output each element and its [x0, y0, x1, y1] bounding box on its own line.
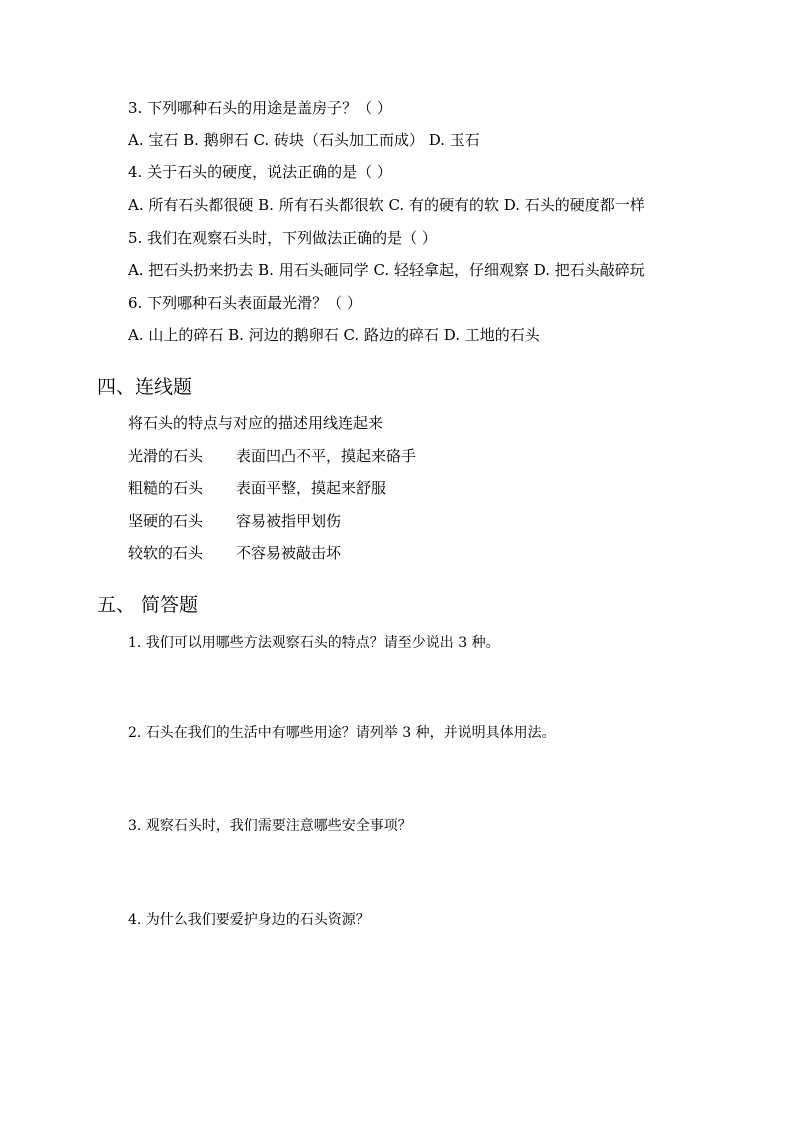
- short-answer-question-2: 2. 石头在我们的生活中有哪些用途？请列举 3 种，并说明具体用法。: [128, 725, 556, 741]
- question-4-options: A. 所有石头都很硬 B. 所有石头都很软 C. 有的硬有的软 D. 石头的硬度都一样: [128, 196, 645, 214]
- question-3-options: A. 宝石 B. 鹅卵石 C. 砖块（石头加工而成） D. 玉石: [128, 131, 480, 149]
- matching-right-item: 不容易被敲击坏: [236, 544, 342, 562]
- matching-pair: [128, 511, 341, 531]
- matching-pair: [128, 543, 341, 563]
- matching-left-item: 粗糙的石头: [128, 479, 204, 497]
- question-6: 6. 下列哪种石头表面最光滑？（ ）: [128, 294, 362, 312]
- matching-pair: [128, 478, 386, 498]
- short-answer-section-title: 五、 简答题: [97, 594, 199, 616]
- matching-left-item: 光滑的石头: [128, 447, 204, 465]
- matching-instruction: 将石头的特点与对应的描述用线连起来: [128, 414, 384, 432]
- short-answer-question-4: 4. 为什么我们要爱护身边的石头资源？: [128, 912, 370, 928]
- question-5: 5. 我们在观察石头时，下列做法正确的是（ ）: [128, 229, 437, 247]
- question-6-options: A. 山上的碎石 B. 河边的鹅卵石 C. 路边的碎石 D. 工地的石头: [128, 326, 540, 344]
- matching-right-item: 表面凹凸不平，摸起来硌手: [236, 447, 417, 465]
- matching-right-item: 表面平整，摸起来舒服: [236, 479, 387, 497]
- matching-pair: [128, 446, 416, 466]
- question-4: 4. 关于石头的硬度，说法正确的是（ ）: [128, 163, 392, 181]
- matching-section-title: 四、连线题: [97, 376, 193, 398]
- question-3: 3. 下列哪种石头的用途是盖房子？（ ）: [128, 99, 392, 117]
- question-5-options: A. 把石头扔来扔去 B. 用石头砸同学 C. 轻轻拿起，仔细观察 D. 把石头敲碎玩: [128, 261, 645, 279]
- matching-right-item: 容易被指甲划伤: [236, 512, 342, 530]
- short-answer-question-1: 1. 我们可以用哪些方法观察石头的特点？请至少说出 3 种。: [128, 635, 500, 651]
- short-answer-question-3: 3. 观察石头时，我们需要注意哪些安全事项？: [128, 818, 412, 834]
- matching-left-item: 坚硬的石头: [128, 512, 204, 530]
- matching-left-item: 较软的石头: [128, 544, 204, 562]
